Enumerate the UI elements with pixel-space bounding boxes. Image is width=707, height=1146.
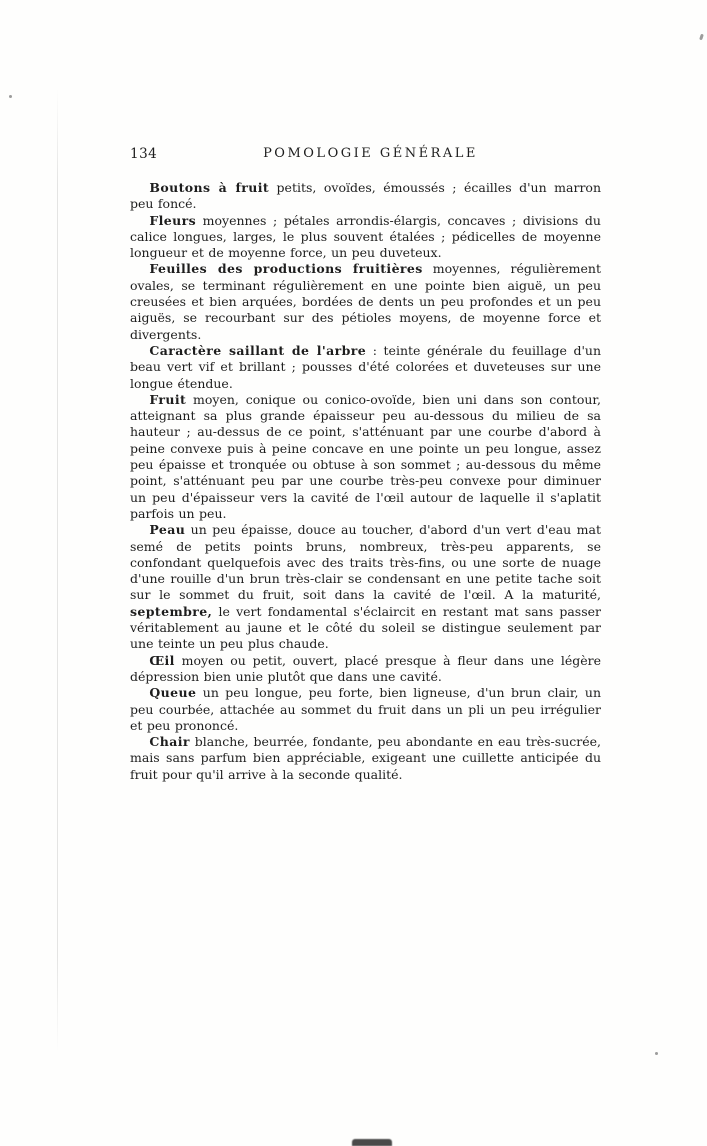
- term-label: Queue: [149, 685, 197, 701]
- running-header: [130, 146, 601, 163]
- scan-speck: [9, 95, 12, 98]
- scan-speck: [699, 34, 704, 41]
- term-label: Peau: [149, 522, 186, 538]
- term-label: Feuilles des productions fruitières: [149, 261, 423, 277]
- paragraph-text: moyennes, régulièrement ovales, se terminant régulièrement en une pointe bien aiguë, un peu creusées et bien arquées, bordées de dents un peu profondes et un peu aiguës, se recourbant sur des pétioles moyens, de moyenne force et divergents.: [130, 261, 601, 342]
- page-body: [130, 180, 601, 783]
- paragraph-text: blanche, beurrée, fondante, peu abondante en eau très-sucrée, mais sans parfum bien appréciable, exigeant une cuillette anticipée du fruit pour qu'il arrive à la seconde qualité.: [130, 734, 601, 782]
- paragraph-boutons-a-fruit: [130, 180, 601, 213]
- paragraph-peau: [130, 522, 601, 652]
- term-label: Fleurs: [149, 212, 197, 228]
- paragraph-text: moyennes ; pétales arrondis-élargis, concaves ; divisions du calice longues, larges, le plus souvent étalées ; pédicelles de moyenne longueur et de moyenne force, un peu duveteux.: [130, 212, 601, 261]
- scan-speck: [655, 1052, 658, 1055]
- term-label: Caractère saillant de l'arbre: [149, 342, 367, 358]
- paragraph-oeil: [130, 653, 601, 686]
- paragraph-text: : teinte générale du feuillage d'un beau vert vif et brillant ; pousses d'été colorées et duveteuses sur une longue étendue.: [130, 342, 602, 391]
- term-label: Chair: [149, 734, 190, 750]
- term-label: Boutons à fruit: [149, 180, 270, 195]
- page-number: 134: [130, 146, 158, 162]
- paragraph-text: un peu longue, peu forte, bien ligneuse, d'un brun clair, un peu courbée, attachée au sommet du fruit dans un pli un peu irrégulier et peu prononcé.: [130, 685, 601, 733]
- paragraph-feuilles-des-productions-fruitieres: [130, 261, 601, 342]
- term-label: Fruit: [149, 391, 187, 407]
- paragraph-text: moyen ou petit, ouvert, placé presque à fleur dans une légère dépression bien unie plutôt que dans une cavité.: [130, 652, 601, 684]
- paragraph-fleurs: [130, 213, 601, 262]
- paragraph-text: le vert fondamental s'éclaircit en restant mat sans passer véritablement au jaune et le côté du soleil se distingue seulement par une teinte un peu plus chaude.: [130, 603, 601, 652]
- term-label-septembre: septembre,: [130, 603, 213, 619]
- scan-edge-shadow: [57, 88, 58, 1053]
- paragraph-text: petits, ovoïdes, émoussés ; écailles d'un marron peu foncé.: [130, 180, 601, 212]
- paragraph-text: moyen, conique ou conico-ovoïde, bien uni dans son contour, atteignant sa plus grande épaisseur peu au-dessous du milieu de sa hauteur ; au-dessus de ce point, s'atténuant par une courbe d'abord à peine convexe puis à peine concave en une pointe un peu longue, assez peu épaisse et tronquée ou obtuse à son sommet ; au-dessous du même point, s'atténuant peu par une courbe très-peu convexe pour diminuer un peu d'épaisseur vers la cavité de l'œil autour de laquelle il s'aplatit parfois un peu.: [130, 391, 601, 521]
- paragraph-text: un peu épaisse, douce au toucher, d'abord d'un vert d'eau mat semé de petits points bruns, nombreux, très-peu apparents, se confondant quelquefois avec des traits très-fins, ou une sorte de nuage d'une rouille d'un brun très-clair se condensant en une petite tache soit sur le sommet du fruit, soit dans la cavité de l'œil. A la maturité,: [130, 522, 601, 603]
- paragraph-chair: [130, 734, 601, 783]
- term-label: Œil: [149, 652, 175, 668]
- paragraph-caractere-saillant-de-l-arbre: [130, 343, 601, 392]
- paragraph-fruit: [130, 392, 601, 522]
- running-header-title: POMOLOGIE GÉNÉRALE: [263, 146, 478, 161]
- scan-smudge: [352, 1139, 392, 1146]
- page-content: [130, 146, 601, 783]
- paragraph-queue: [130, 685, 601, 734]
